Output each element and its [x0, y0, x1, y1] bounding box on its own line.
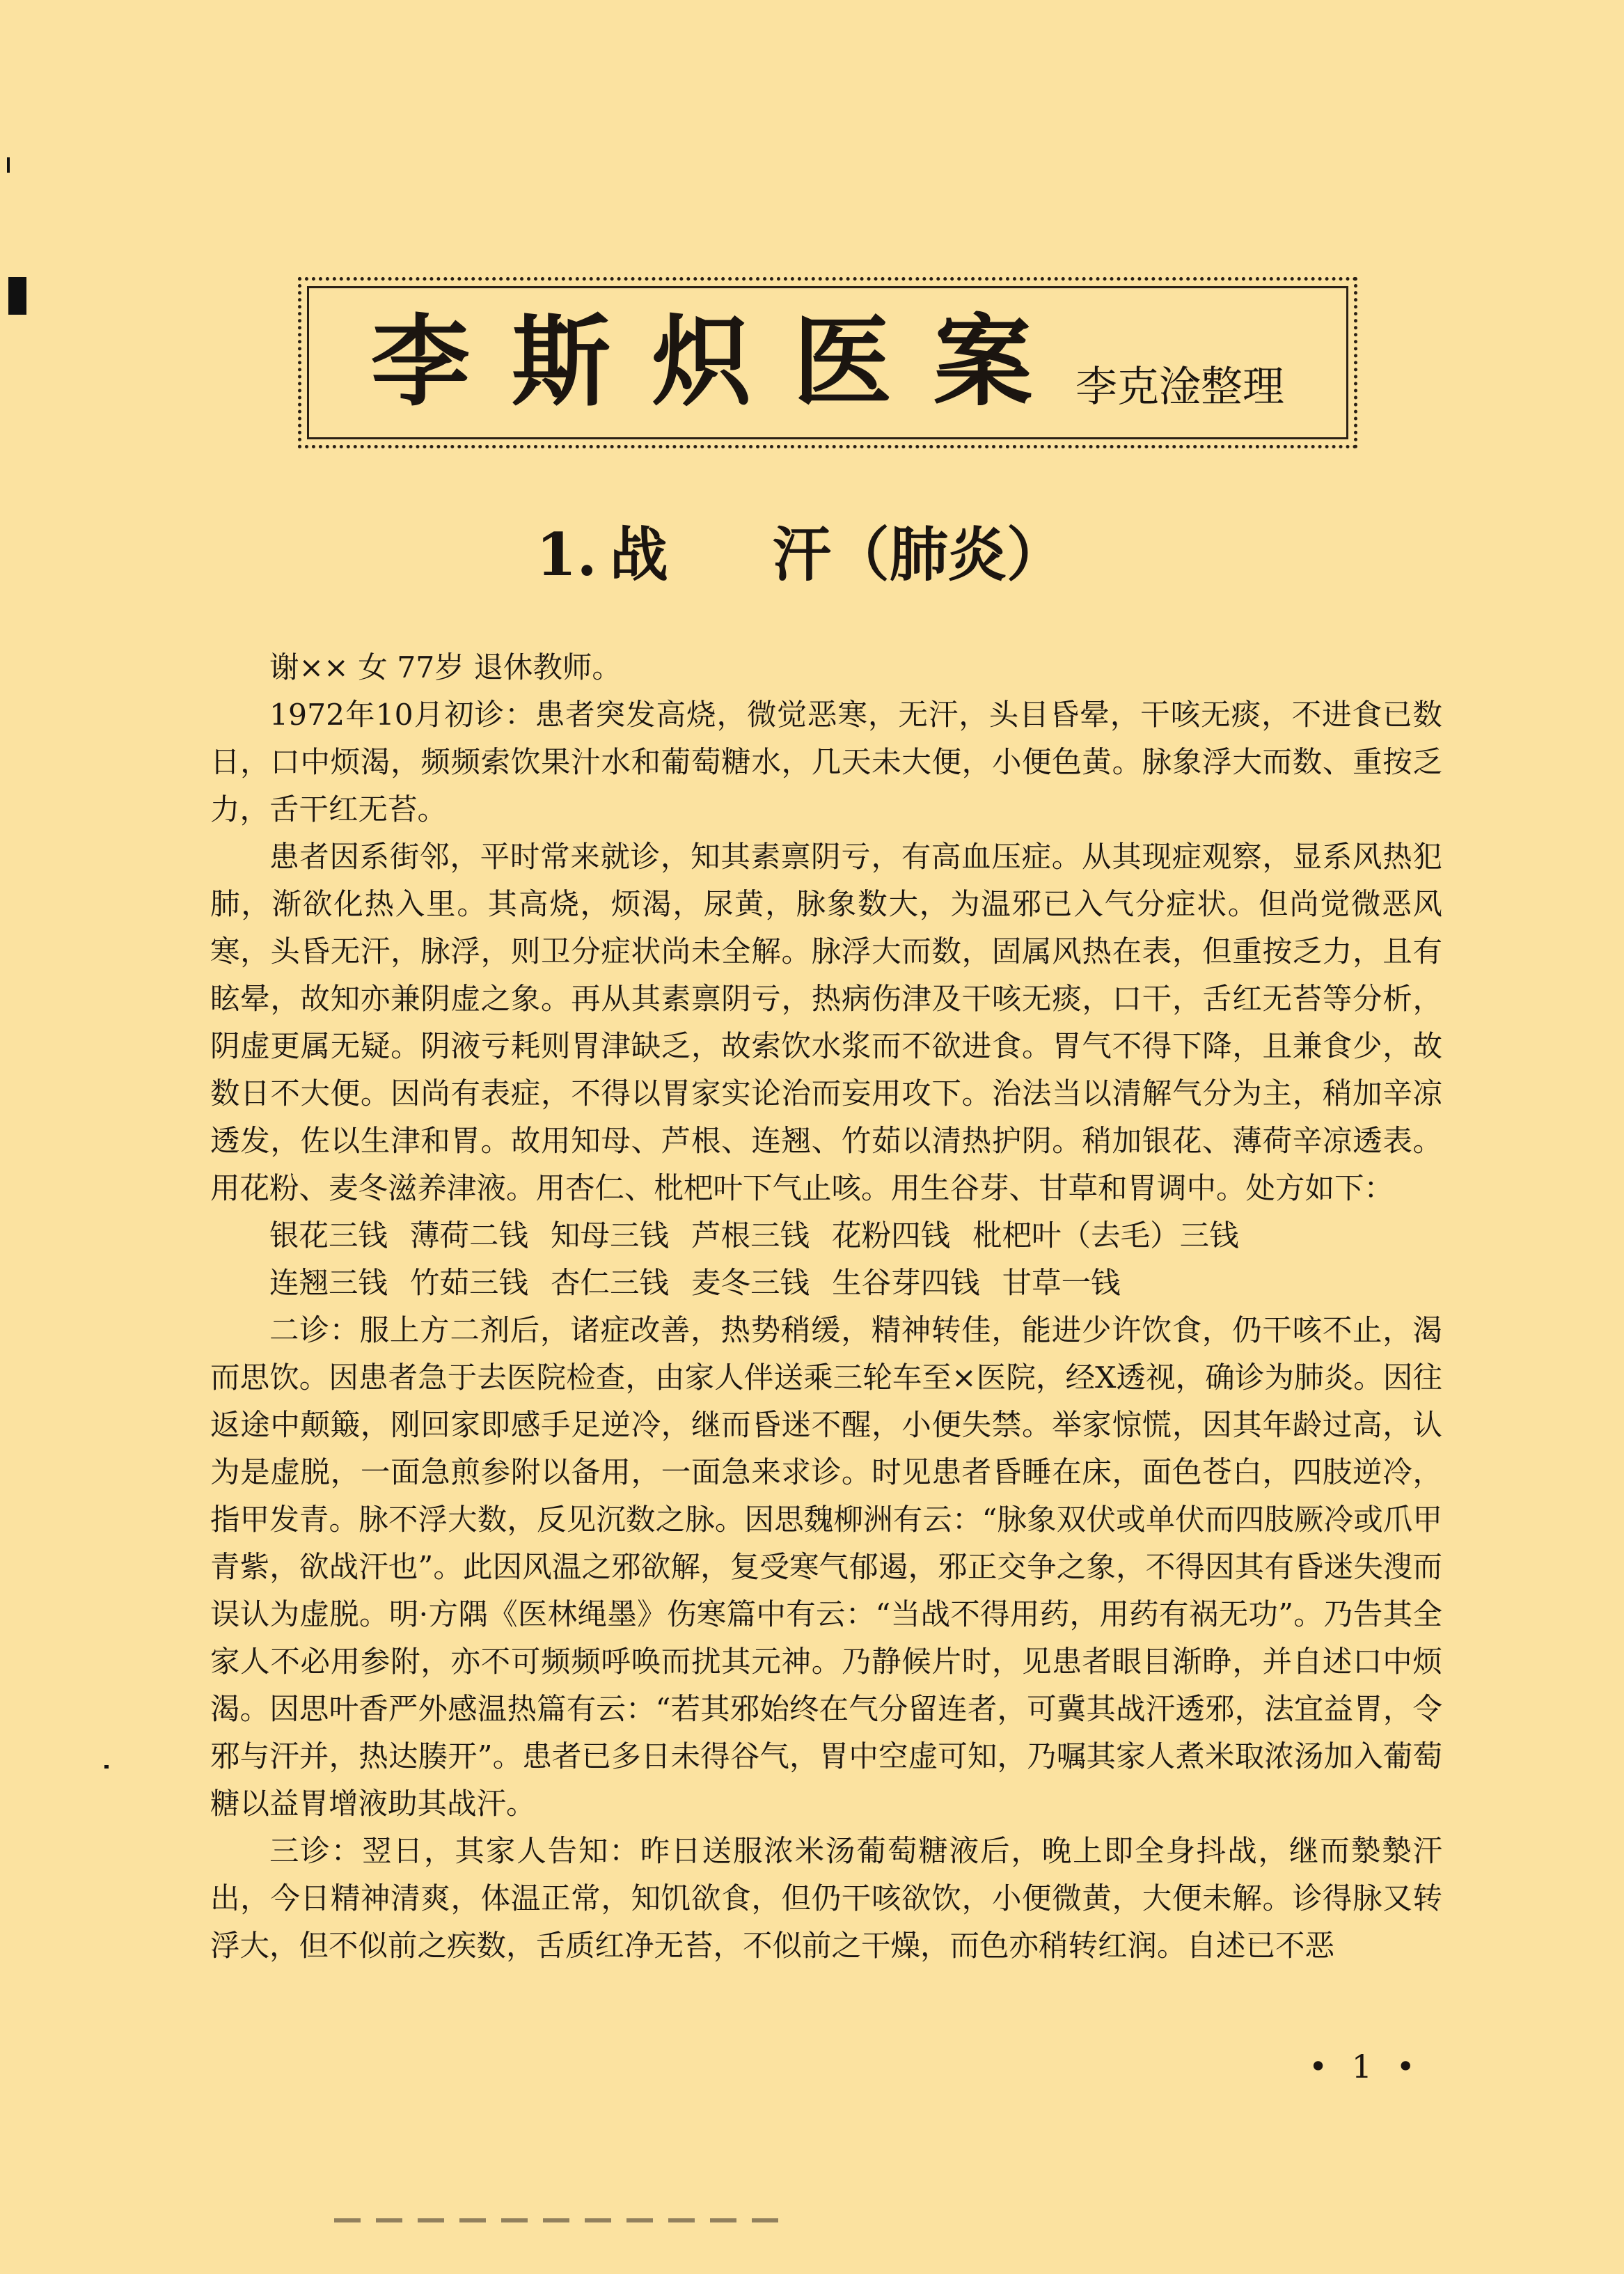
scan-speck: [104, 1765, 109, 1769]
page-number: • 1 •: [1309, 2048, 1422, 2085]
scan-edge-mark: [7, 157, 10, 173]
herb-item: 生谷芽四钱: [832, 1267, 980, 1301]
herb-item: 枇杷叶（去毛）三钱: [972, 1219, 1239, 1253]
title-frame: [298, 277, 1357, 448]
herb-item: 知母三钱: [551, 1219, 670, 1253]
herb-item: 银花三钱: [269, 1219, 388, 1253]
third-visit-paragraph: 三诊：翌日，其家人告知：昨日送服浓米汤葡萄糖液后，晚上即全身抖战，继而漐漐汗出，今日精神清爽，体温正常，知饥欲食，但仍干咳欲饮，小便微黄，大便未解。诊得脉又转浮大，但不似前之疾数，舌质红净无苔，不似前之干燥，而色亦稍转红润。自述已不恶: [210, 1835, 1442, 1963]
case-heading-part-2: 汗（肺炎）: [772, 520, 1065, 589]
herb-item: 麦冬三钱: [691, 1267, 810, 1301]
case-number: 1.: [536, 520, 597, 589]
case-body: [210, 645, 1442, 1970]
first-visit-paragraph: 1972年10月初诊：患者突发高烧，微觉恶寒，无汗，头目昏晕，干咳无痰，不进食已数日，口中烦渴，频频索饮果汁水和葡萄糖水，几天未大便，小便色黄。脉象浮大而数、重按乏力，舌干红无苔。: [210, 698, 1442, 827]
herb-item: 花粉四钱: [832, 1219, 951, 1253]
herb-item: 薄荷二钱: [410, 1219, 529, 1253]
prescription-row: [210, 1260, 1442, 1308]
patient-info: 谢×× 女 77岁 退休教师。: [269, 651, 622, 685]
herb-item: 杏仁三钱: [551, 1267, 670, 1301]
second-visit-paragraph: 二诊：服上方二剂后，诸症改善，热势稍缓，精神转佳，能进少许饮食，仍干咳不止，渴而思饮。因患者急于去医院检查，由家人伴送乘三轮车至×医院，经X透视，确诊为肺炎。因往返途中颠簸，刚回家即感手足逆冷，继而昏迷不醒，小便失禁。举家惊慌，因其年龄过高，认为是虚脱，一面急煎参附以备用，一面急来求诊。时见患者昏睡在床，面色苍白，四肢逆冷，指甲发青。脉不浮大数，反见沉数之脉。因思魏柳洲有云：“脉象双伏或单伏而四肢厥冷或爪甲青紫，欲战汗也”。此因风温之邪欲解，复受寒气郁遏，邪正交争之象，不得因其有昏迷失溲而误认为虚脱。明·方隅《医林绳墨》伤寒篇中有云：“当战不得用药，用药有祸无功”。乃告其全家人不必用参附，亦不可频频呼唤而扰其元神。乃静候片时，见患者眼目渐睁，并自述口中烦渴。因思叶香严外感温热篇有云：“若其邪始终在气分留连者，可冀其战汗透邪，法宜益胃，令邪与汗并，热达腠开”。患者已多日未得谷气，胃中空虚可知，乃嘱其家人煮米取浓汤加入葡萄糖以益胃增液助其战汗。: [210, 1314, 1442, 1821]
herb-item: 芦根三钱: [691, 1219, 810, 1253]
case-heading: [536, 517, 1065, 593]
prescription-row: [210, 1213, 1442, 1260]
herb-item: 连翘三钱: [269, 1267, 388, 1301]
herb-item: 甘草一钱: [1002, 1267, 1121, 1301]
herb-item: 竹茹三钱: [410, 1267, 529, 1301]
scan-footer-smudge: [334, 2218, 780, 2222]
book-title: 李斯炽医案: [371, 304, 1074, 420]
analysis-paragraph: 患者因系街邻，平时常来就诊，知其素禀阴亏，有高血压症。从其现症观察，显系风热犯肺，渐欲化热入里。其高烧，烦渴，尿黄，脉象数大，为温邪已入气分症状。但尚觉微恶风寒，头昏无汗，脉浮，则卫分症状尚未全解。脉浮大而数，固属风热在表，但重按乏力，且有眩晕，故知亦兼阴虚之象。再从其素禀阴亏，热病伤津及干咳无痰，口干，舌红无苔等分析，阴虚更属无疑。阴液亏耗则胃津缺乏，故索饮水浆而不欲进食。胃气不得下降，且兼食少，故数日不大便。因尚有表症，不得以胃家实论治而妄用攻下。治法当以清解气分为主，稍加辛凉透发，佐以生津和胃。故用知母、芦根、连翘、竹茹以清热护阴。稍加银花、薄荷辛凉透表。用花粉、麦冬滋养津液。用杏仁、枇杷叶下气止咳。用生谷芽、甘草和胃调中。处方如下：: [210, 840, 1442, 1206]
scan-edge-mark: [8, 277, 26, 315]
editor-credit: 李克淦整理: [1075, 363, 1284, 411]
case-heading-part-1: 战: [609, 520, 668, 589]
